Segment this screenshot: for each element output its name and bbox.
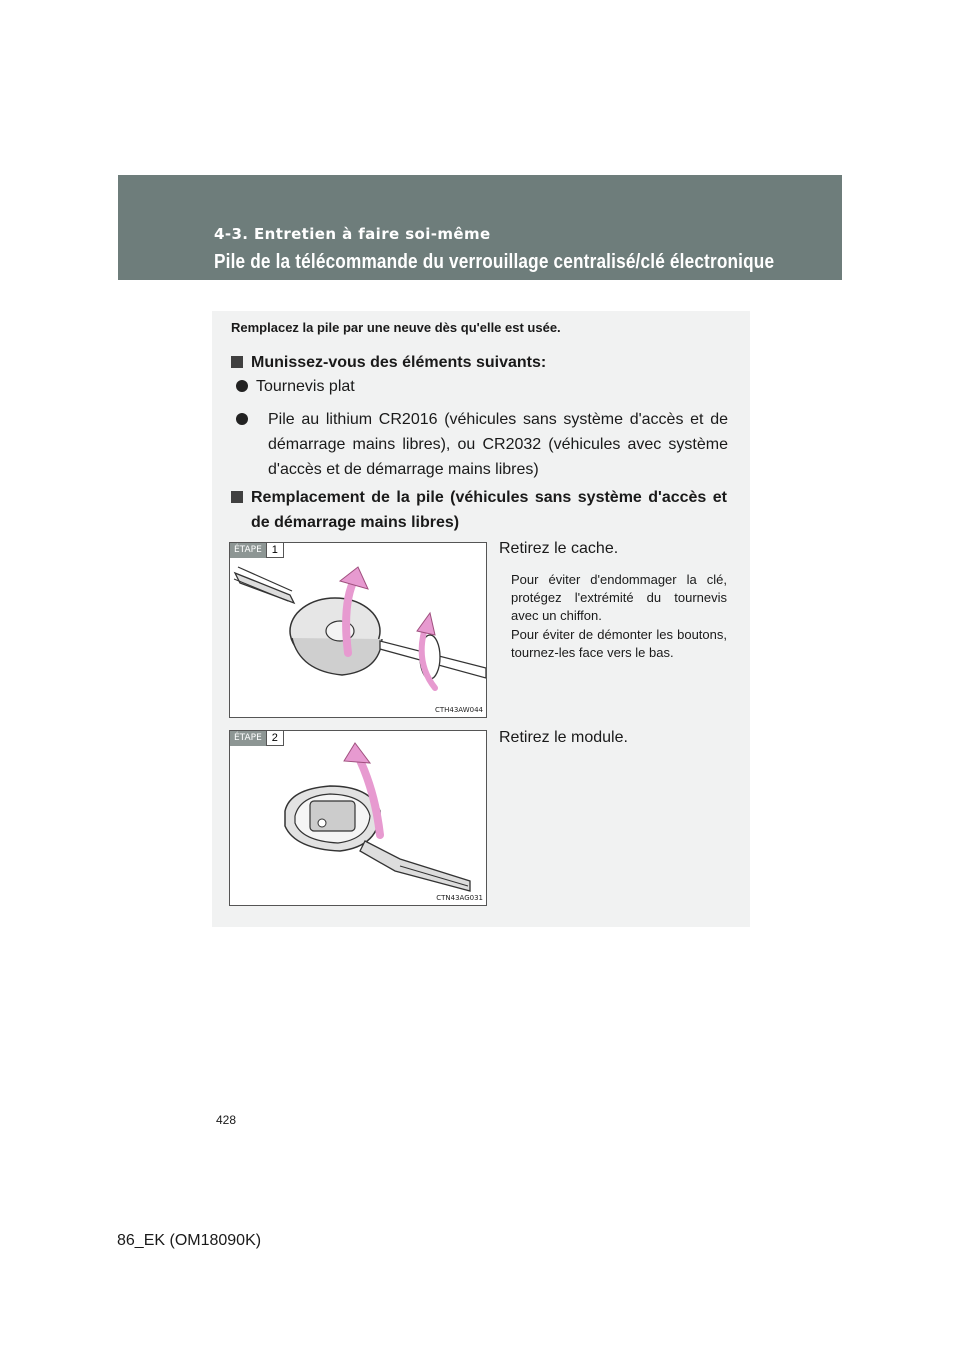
square-bullet-icon [231, 356, 243, 368]
step1-note: Pour éviter d'endommager la clé, protégez l'extrémité du tournevis avec un chiffon. [511, 572, 727, 623]
heading-replacement: Remplacement de la pile (véhicules sans système d'accès et de démarrage mains libres) [231, 485, 727, 535]
document-code: 86_EK (OM18090K) [117, 1232, 262, 1249]
intro-text: Remplacez la pile par une neuve dès qu'elle est usée. [231, 320, 561, 335]
step1-figure [229, 542, 487, 718]
step2-title: Retirez le module. [499, 729, 628, 746]
square-bullet-icon [231, 491, 243, 503]
section-label: 4-3. Entretien à faire soi-même [214, 225, 491, 243]
page-title: Pile de la télécommande du verrouillage centralisé/clé électronique [214, 251, 775, 273]
step-badge: ÉTAPE 2 [230, 731, 284, 746]
step1-title: Retirez le cache. [499, 540, 619, 557]
content-panel [212, 311, 750, 927]
module-removal-illustration [230, 731, 486, 905]
heading-materials: Munissez-vous des éléments suivants: [231, 354, 546, 372]
round-bullet-icon [236, 380, 248, 392]
step1-note: Pour éviter de démonter les boutons, tournez-les face vers le bas. [511, 627, 727, 660]
chapter-header [118, 175, 842, 280]
list-item: Tournevis plat [236, 374, 355, 399]
round-bullet-icon [236, 413, 248, 425]
page-number: 428 [216, 1113, 237, 1127]
step2-figure [229, 730, 487, 906]
key-cover-removal-illustration [230, 543, 486, 717]
step-badge: ÉTAPE 1 [230, 543, 284, 558]
figure-code: CTH43AW044 [434, 706, 483, 714]
figure-code: CTN43AG031 [436, 894, 483, 902]
list-item: Pile au lithium CR2016 (véhicules sans système d'accès et de démarrage mains libres), ou CR2032 (véhicules avec système d'accès et de démarrage mains libres) [236, 407, 728, 432]
